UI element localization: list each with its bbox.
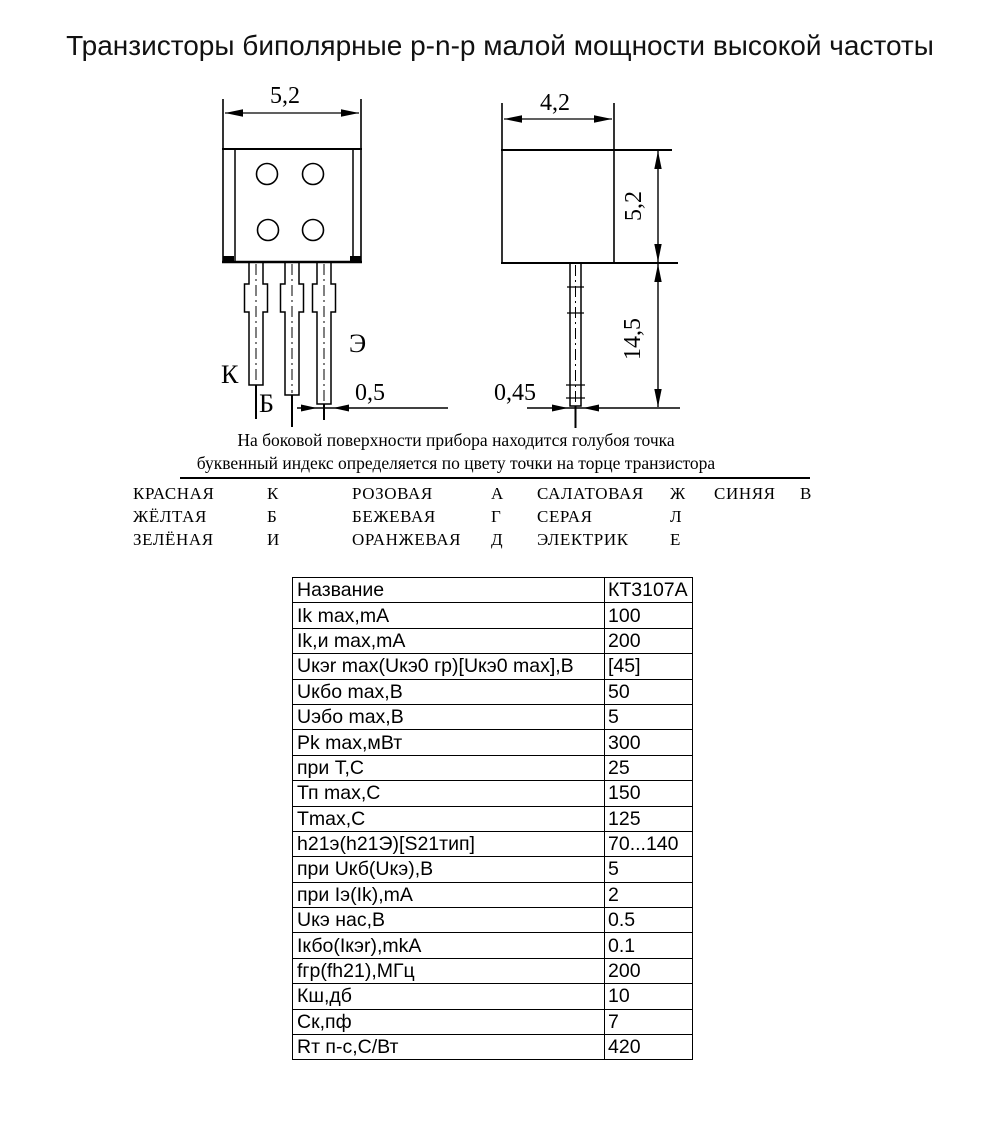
divider-rule bbox=[180, 477, 810, 479]
color-name: ЖЁЛТАЯ bbox=[133, 506, 207, 526]
param-value: 70...140 bbox=[605, 831, 693, 856]
param-name: Uкэ нас,В bbox=[293, 908, 605, 933]
param-name: Кш,дб bbox=[293, 984, 605, 1009]
param-value: 10 bbox=[605, 984, 693, 1009]
param-value: 7 bbox=[605, 1009, 693, 1034]
param-name: Tmax,C bbox=[293, 806, 605, 831]
param-header-name: Название bbox=[293, 578, 605, 603]
param-value: [45] bbox=[605, 654, 693, 679]
color-code-row bbox=[133, 505, 900, 528]
param-name: при Т,С bbox=[293, 755, 605, 780]
arrowhead bbox=[594, 115, 612, 122]
param-name: Ск,пф bbox=[293, 1009, 605, 1034]
param-name: Rт п-с,С/Вт bbox=[293, 1035, 605, 1060]
hole bbox=[257, 164, 278, 185]
color-code-table bbox=[133, 482, 900, 551]
color-name: КРАСНАЯ bbox=[133, 483, 215, 503]
arrowhead bbox=[333, 405, 349, 412]
arrowhead bbox=[301, 405, 317, 412]
param-value: 100 bbox=[605, 603, 693, 628]
param-value: 0.1 bbox=[605, 933, 693, 958]
color-name: ОРАНЖЕВАЯ bbox=[352, 529, 462, 549]
table-row bbox=[293, 806, 693, 831]
param-name: Тп max,С bbox=[293, 781, 605, 806]
note-line-1: На боковой поверхности прибора находится голубоя точка bbox=[237, 430, 675, 450]
param-name: Iкбо(Iкэr),mkA bbox=[293, 933, 605, 958]
param-value: 125 bbox=[605, 806, 693, 831]
arrowhead bbox=[225, 109, 243, 116]
lead-thickness-dim-label: 0,45 bbox=[494, 380, 536, 406]
param-name: Pk max,мВт bbox=[293, 730, 605, 755]
param-value: 25 bbox=[605, 755, 693, 780]
table-row bbox=[293, 1009, 693, 1034]
arrowhead bbox=[654, 389, 661, 407]
package-drawings bbox=[0, 0, 1000, 472]
param-name: fгр(fh21),МГц bbox=[293, 958, 605, 983]
param-header-value: КТ3107А bbox=[605, 578, 693, 603]
color-letter: Ж bbox=[670, 483, 686, 503]
color-name: СЕРАЯ bbox=[537, 506, 593, 526]
table-row bbox=[293, 781, 693, 806]
arrowhead bbox=[552, 405, 568, 412]
color-name: СИНЯЯ bbox=[714, 483, 776, 503]
color-name: РОЗОВАЯ bbox=[352, 483, 433, 503]
table-header-row bbox=[293, 578, 693, 603]
front-width-dim-label: 5,2 bbox=[270, 83, 300, 109]
arrowhead bbox=[583, 405, 599, 412]
hole bbox=[303, 220, 324, 241]
param-value: 200 bbox=[605, 628, 693, 653]
color-letter: Г bbox=[491, 506, 502, 526]
color-name: ЗЕЛЁНАЯ bbox=[133, 529, 214, 549]
side-width-dim-label: 4,2 bbox=[540, 90, 570, 116]
table-row bbox=[293, 1035, 693, 1060]
table-row bbox=[293, 730, 693, 755]
param-value: 0.5 bbox=[605, 908, 693, 933]
table-row bbox=[293, 933, 693, 958]
arrowhead bbox=[654, 244, 661, 262]
table-row bbox=[293, 908, 693, 933]
hole bbox=[303, 164, 324, 185]
parameters-table bbox=[292, 577, 693, 1060]
param-value: 300 bbox=[605, 730, 693, 755]
pin-label-emitter: Э bbox=[349, 329, 367, 358]
param-name: Ik,и max,mA bbox=[293, 628, 605, 653]
param-value: 420 bbox=[605, 1035, 693, 1060]
color-name: ЭЛЕКТРИК bbox=[537, 529, 629, 549]
color-letter: Б bbox=[267, 506, 278, 526]
arrowhead bbox=[504, 115, 522, 122]
param-value: 2 bbox=[605, 882, 693, 907]
table-row bbox=[293, 882, 693, 907]
param-value: 5 bbox=[605, 857, 693, 882]
param-name: Uкэr max(Uкэ0 гр)[Uкэ0 max],В bbox=[293, 654, 605, 679]
param-value: 50 bbox=[605, 679, 693, 704]
page-title: Транзисторы биполярные p-n-p малой мощности высокой частоты bbox=[66, 30, 934, 61]
color-code-row bbox=[133, 482, 900, 505]
table-row bbox=[293, 755, 693, 780]
table-row bbox=[293, 984, 693, 1009]
param-name: при Iэ(Ik),mA bbox=[293, 882, 605, 907]
arrowhead bbox=[654, 264, 661, 282]
table-row bbox=[293, 857, 693, 882]
color-letter: В bbox=[800, 483, 812, 503]
table-row bbox=[293, 831, 693, 856]
param-value: 200 bbox=[605, 958, 693, 983]
param-name: при Uкб(Uкэ),В bbox=[293, 857, 605, 882]
color-letter: Д bbox=[491, 529, 504, 549]
color-letter: К bbox=[267, 483, 279, 503]
table-row bbox=[293, 704, 693, 729]
table-row bbox=[293, 628, 693, 653]
lead-width-dim-label: 0,5 bbox=[355, 380, 385, 406]
param-value: 150 bbox=[605, 781, 693, 806]
param-name: h21э(h21Э)[S21тип] bbox=[293, 831, 605, 856]
table-row bbox=[293, 679, 693, 704]
color-letter: И bbox=[267, 529, 280, 549]
color-dot-note bbox=[0, 429, 912, 475]
color-name: САЛАТОВАЯ bbox=[537, 483, 644, 503]
pin-label-collector: К bbox=[221, 360, 239, 389]
color-letter: А bbox=[491, 483, 504, 503]
color-letter: Л bbox=[670, 506, 683, 526]
param-name: Uэбо max,В bbox=[293, 704, 605, 729]
color-code-row bbox=[133, 528, 900, 551]
body-height-dim-label: 5,2 bbox=[621, 191, 647, 221]
table-row bbox=[293, 958, 693, 983]
hole bbox=[258, 220, 279, 241]
note-line-2: буквенный индекс определяется по цвету точки на торце транзистора bbox=[196, 453, 716, 473]
color-name: БЕЖЕВАЯ bbox=[352, 506, 436, 526]
param-name: Uкбо max,В bbox=[293, 679, 605, 704]
table-row bbox=[293, 603, 693, 628]
arrowhead bbox=[654, 151, 661, 169]
param-name: Ik max,mA bbox=[293, 603, 605, 628]
front-view-drawing bbox=[222, 99, 448, 427]
param-value: 5 bbox=[605, 704, 693, 729]
table-row bbox=[293, 654, 693, 679]
color-letter: Е bbox=[670, 529, 681, 549]
arrowhead bbox=[341, 109, 359, 116]
pin-label-base: Б bbox=[259, 389, 274, 418]
lead-length-dim-label: 14,5 bbox=[620, 318, 646, 360]
